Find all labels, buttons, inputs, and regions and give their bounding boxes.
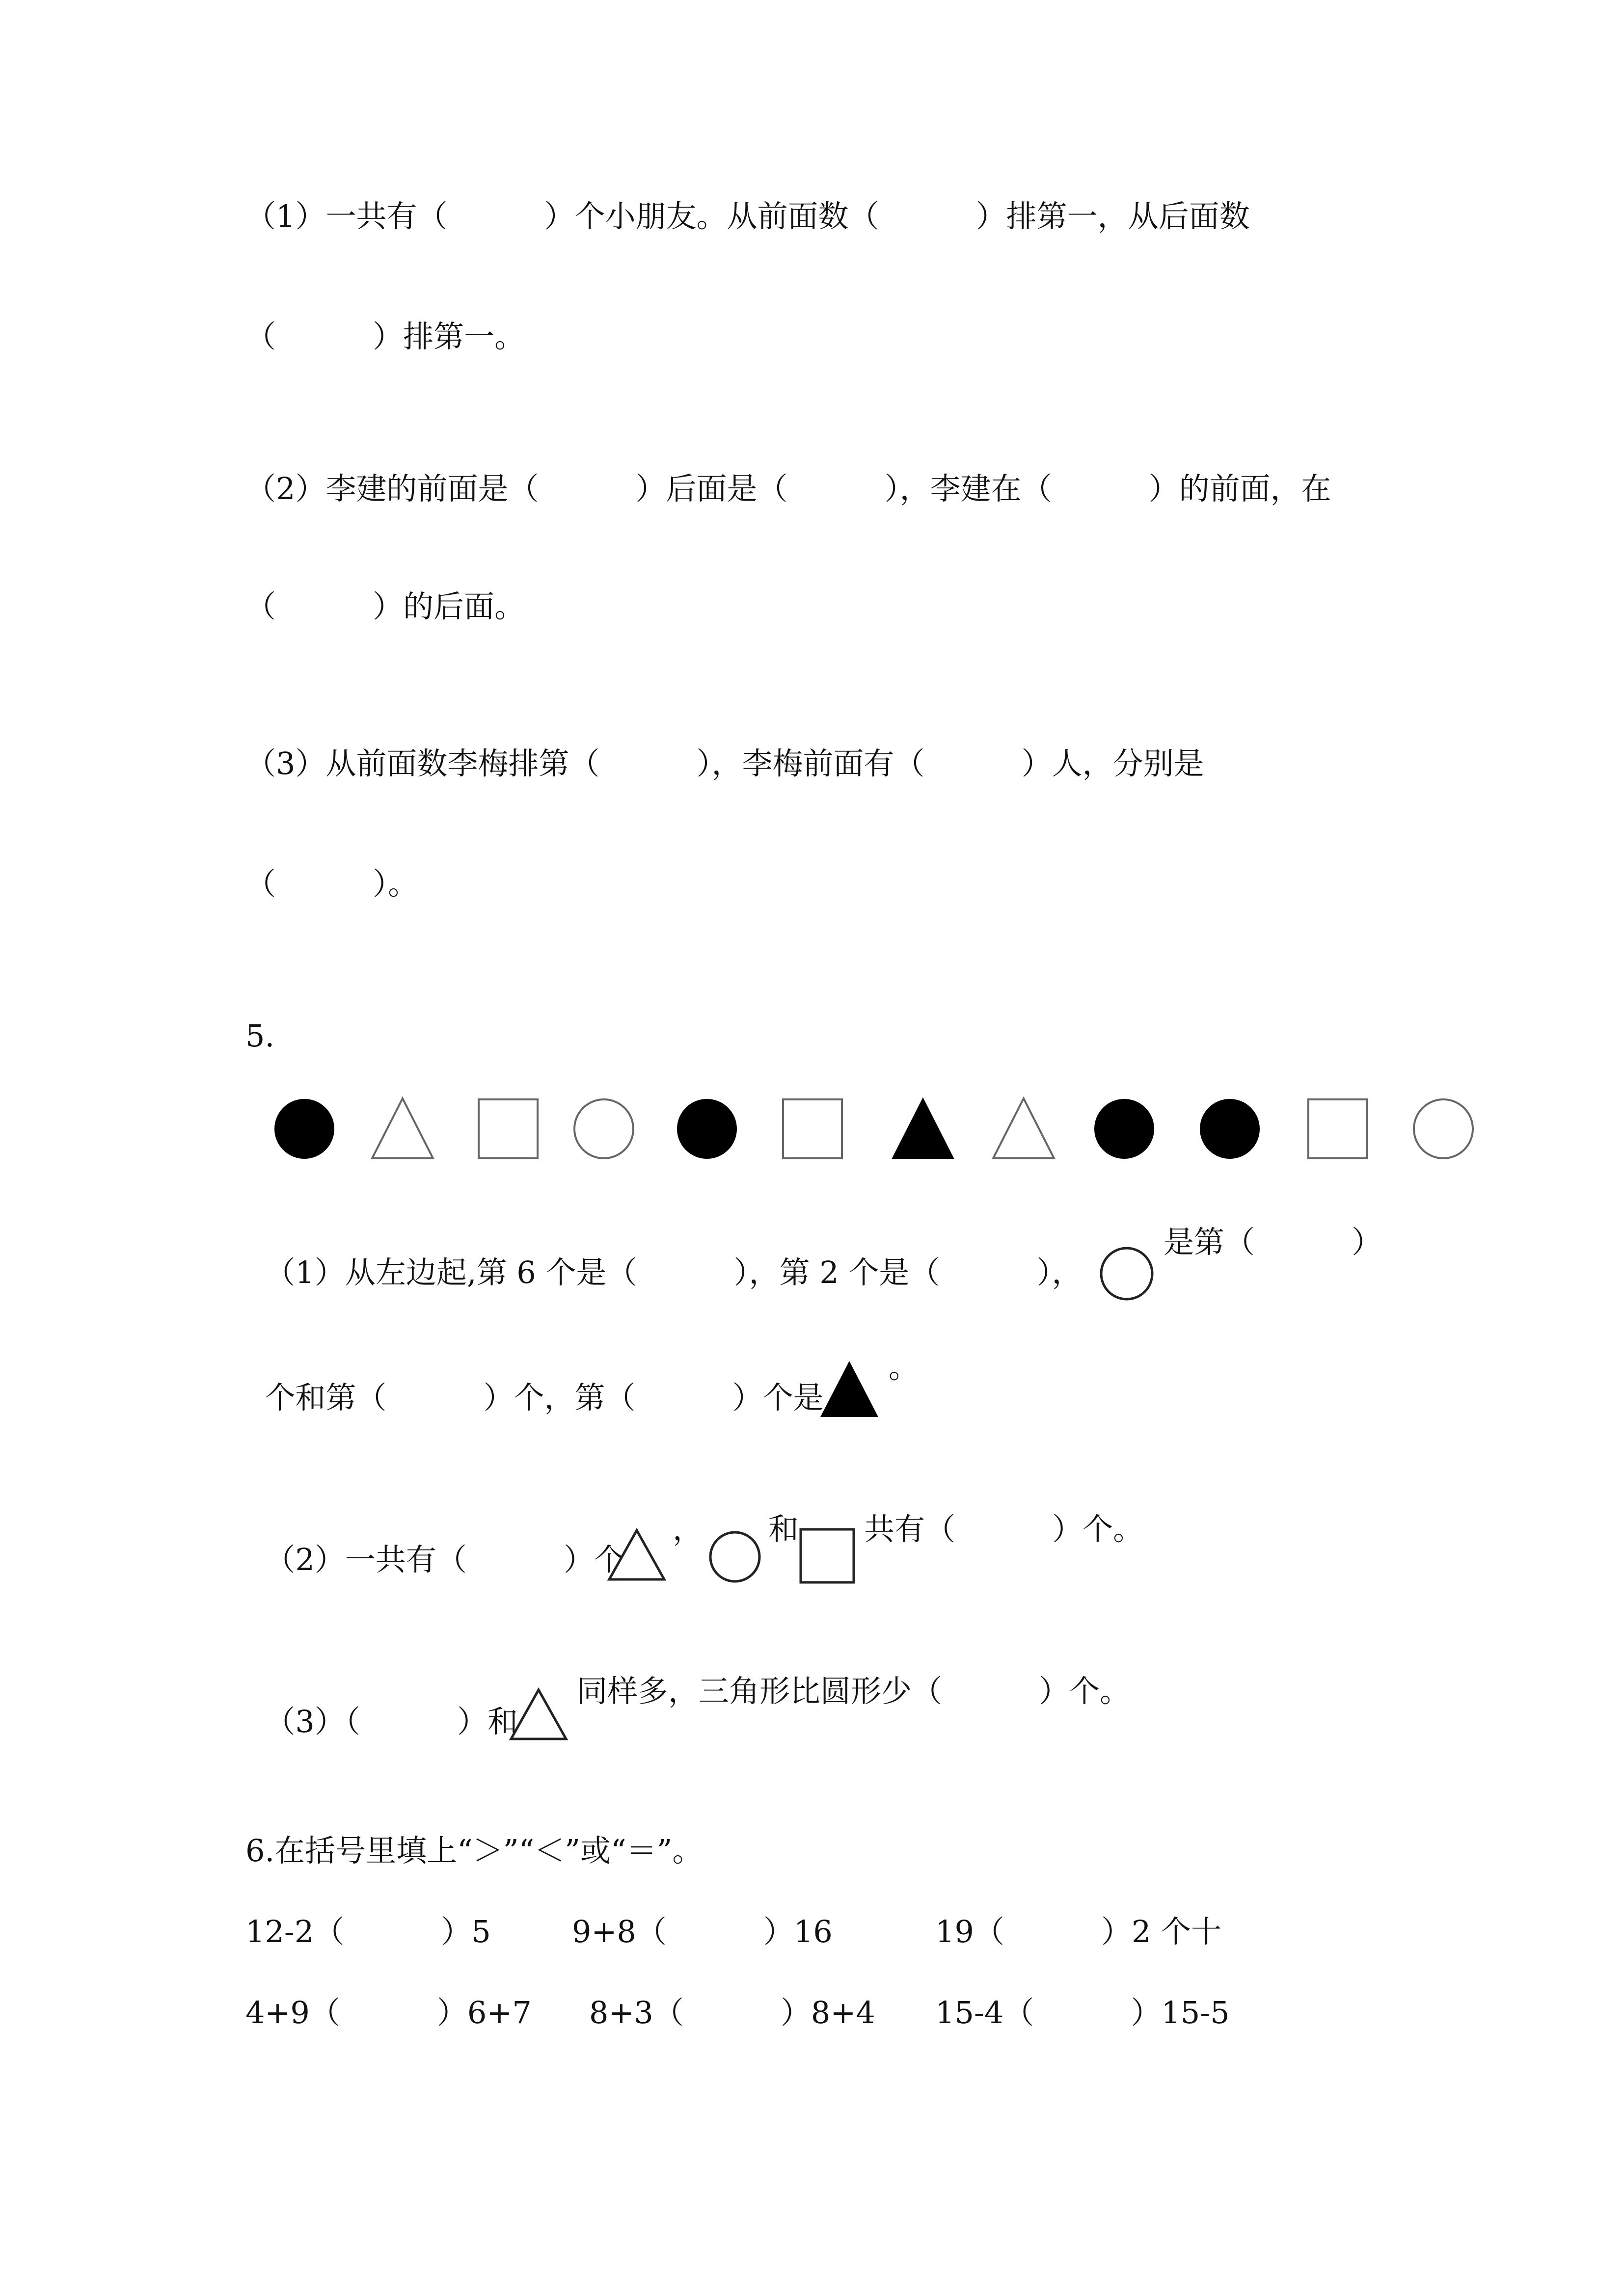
filled-circle-icon <box>275 1099 334 1158</box>
filled-circle-icon <box>1095 1099 1154 1158</box>
q4-part2-line2: （ ）的后面。 <box>245 588 525 624</box>
q6-row2-item3: 15-4（ ）15-5 <box>935 1995 1230 2030</box>
q5-part1-line1-text: （1）从左边起,第 6 个是（ ），第 2 个是（ ）， <box>265 1255 1083 1290</box>
q4-part3-line2: （ ）。 <box>245 866 419 902</box>
square-icon <box>479 1099 538 1158</box>
q4-part1-line2: （ ）排第一。 <box>245 319 525 354</box>
q5-part1-line2 <box>245 1352 824 1413</box>
q5-part3-end: 同样多，三角形比圆形少（ ）个。 <box>577 1673 1131 1709</box>
q4-part1-line1: （1）一共有（ ）个小朋友。从前面数（ ）排第一，从后面数 <box>245 198 1250 234</box>
q5-part1-line1 <box>245 1227 1082 1288</box>
circle-icon <box>1414 1099 1473 1158</box>
triangle-icon <box>993 1098 1054 1158</box>
q5-part1-line1-end: 是第（ ） <box>1164 1224 1382 1260</box>
q5-part3-text-a: （3）（ ）和 <box>265 1704 518 1739</box>
square-icon <box>783 1099 842 1158</box>
circle-icon <box>1097 1244 1156 1303</box>
q5-part3 <box>245 1676 518 1737</box>
q6-title: 6.在括号里填上“＞”“＜”或“＝”。 <box>245 1833 703 1869</box>
q5-shape-row <box>265 1092 1492 1166</box>
q5-part2-end: 共有（ ）个。 <box>864 1511 1144 1547</box>
q6-row2-item2: 8+3（ ）8+4 <box>589 1995 875 2030</box>
q6-row2-item1: 4+9（ ）6+7 <box>245 1995 532 2030</box>
q6-row1-item2: 9+8（ ）16 <box>572 1914 833 1949</box>
q5-part2 <box>245 1514 624 1575</box>
filled-triangle-icon <box>817 1357 881 1421</box>
triangle-icon <box>372 1098 433 1158</box>
q5-number: 5. <box>245 1018 275 1054</box>
square-icon <box>1308 1099 1367 1158</box>
q6-row1-item3: 19（ ）2 个十 <box>935 1914 1222 1949</box>
circle-icon <box>707 1529 763 1585</box>
q5-part1-line2-end: 。 <box>889 1349 920 1385</box>
square-icon <box>798 1526 857 1585</box>
triangle-icon <box>508 1686 569 1742</box>
q4-part2-line1: （2）李建的前面是（ ）后面是（ ），李建在（ ）的前面，在 <box>245 471 1331 507</box>
q6-row1-item1: 12-2（ ）5 <box>245 1914 491 1949</box>
q5-part2-comma: ， <box>673 1511 704 1547</box>
q4-part3-line1: （3）从前面数李梅排第（ ），李梅前面有（ ）人，分别是 <box>245 746 1204 781</box>
triangle-icon <box>606 1526 668 1583</box>
filled-triangle-icon <box>893 1098 953 1158</box>
circle-icon <box>574 1099 633 1158</box>
q5-part1-line2-text: 个和第（ ）个，第（ ）个是 <box>265 1380 824 1415</box>
q5-part2-and: 和 <box>768 1511 799 1547</box>
q5-part2-text-a: （2）一共有（ ）个 <box>265 1542 624 1577</box>
filled-circle-icon <box>677 1099 736 1158</box>
filled-circle-icon <box>1200 1099 1259 1158</box>
